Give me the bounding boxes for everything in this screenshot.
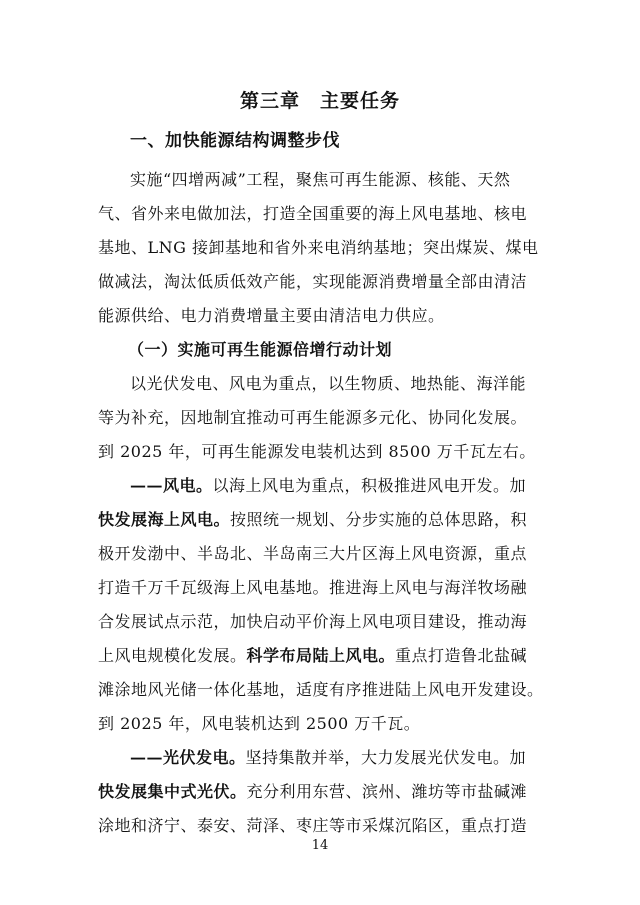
paragraph-line xyxy=(98,646,527,666)
paragraph-line: 气、省外来电做加法，打造全国重要的海上风电基地、核电 xyxy=(98,204,528,223)
chapter-number: 第三章 xyxy=(239,90,300,112)
paragraph-line xyxy=(130,476,526,496)
wind-text: 重点打造鲁北盐碱 xyxy=(395,646,528,665)
subsection-heading: （一）实施可再生能源倍增行动计划 xyxy=(128,340,393,359)
paragraph-line: 等为补充，因地制宜推动可再生能源多元化、协同化发展。 xyxy=(98,408,528,427)
solar-lead: ——光伏发电。 xyxy=(130,748,246,767)
paragraph-line: 打造千万千瓦级海上风电基地。推进海上风电与海洋牧场融 xyxy=(98,578,528,597)
page-number: 14 xyxy=(311,838,329,853)
wind-lead: ——风电。 xyxy=(130,476,213,495)
paragraph-line: 滩涂地风光储一体化基地，适度有序推进陆上风电开发建设。 xyxy=(98,680,544,699)
wind-offshore-heading: 快发展海上风电。 xyxy=(98,510,231,529)
wind-text: 按照统一规划、分步实施的总体思路，积 xyxy=(230,510,528,529)
paragraph-line xyxy=(130,748,526,768)
solar-text: 充分利用东营、滨州、潍坊等市盐碱滩 xyxy=(246,782,528,801)
chapter-title xyxy=(0,86,640,113)
paragraph-line xyxy=(98,510,527,530)
paragraph-line: 以光伏发电、风电为重点，以生物质、地热能、海洋能 xyxy=(130,374,527,393)
paragraph-line: 实施“四增两减”工程，聚焦可再生能源、核能、天然 xyxy=(130,170,511,189)
wind-text: 上风电规模化发展。 xyxy=(98,646,247,665)
wind-onshore-heading: 科学布局陆上风电。 xyxy=(246,646,396,665)
paragraph-line: 到 2025 年，可再生能源发电装机达到 8500 万千瓦左右。 xyxy=(98,442,536,461)
wind-text: 以海上风电为重点，积极推进风电开发。加 xyxy=(212,476,527,495)
paragraph-line: 到 2025 年，风电装机达到 2500 万千瓦。 xyxy=(98,714,421,733)
paragraph-line: 极开发渤中、半岛北、半岛南三大片区海上风电资源，重点 xyxy=(98,544,528,563)
paragraph-line: 基地、LNG 接卸基地和省外来电消纳基地；突出煤炭、煤电 xyxy=(98,238,539,257)
paragraph-line: 做减法，淘汰低质低效产能，实现能源消费增量全部由清洁 xyxy=(98,272,528,291)
solar-text: 坚持集散并举，大力发展光伏发电。加 xyxy=(245,748,527,767)
chapter-name: 主要任务 xyxy=(320,90,401,112)
solar-centralized-heading: 快发展集中式光伏。 xyxy=(98,782,247,801)
section-heading: 一、加快能源结构调整步伐 xyxy=(130,131,340,151)
paragraph-line: 涂地和济宁、泰安、菏泽、枣庄等市采煤沉陷区，重点打造 xyxy=(98,816,528,835)
paragraph-line xyxy=(98,782,527,802)
paragraph-line: 合发展试点示范，加快启动平价海上风电项目建设，推动海 xyxy=(98,612,528,631)
paragraph-line: 能源供给、电力消费增量主要由清洁电力供应。 xyxy=(98,306,445,325)
